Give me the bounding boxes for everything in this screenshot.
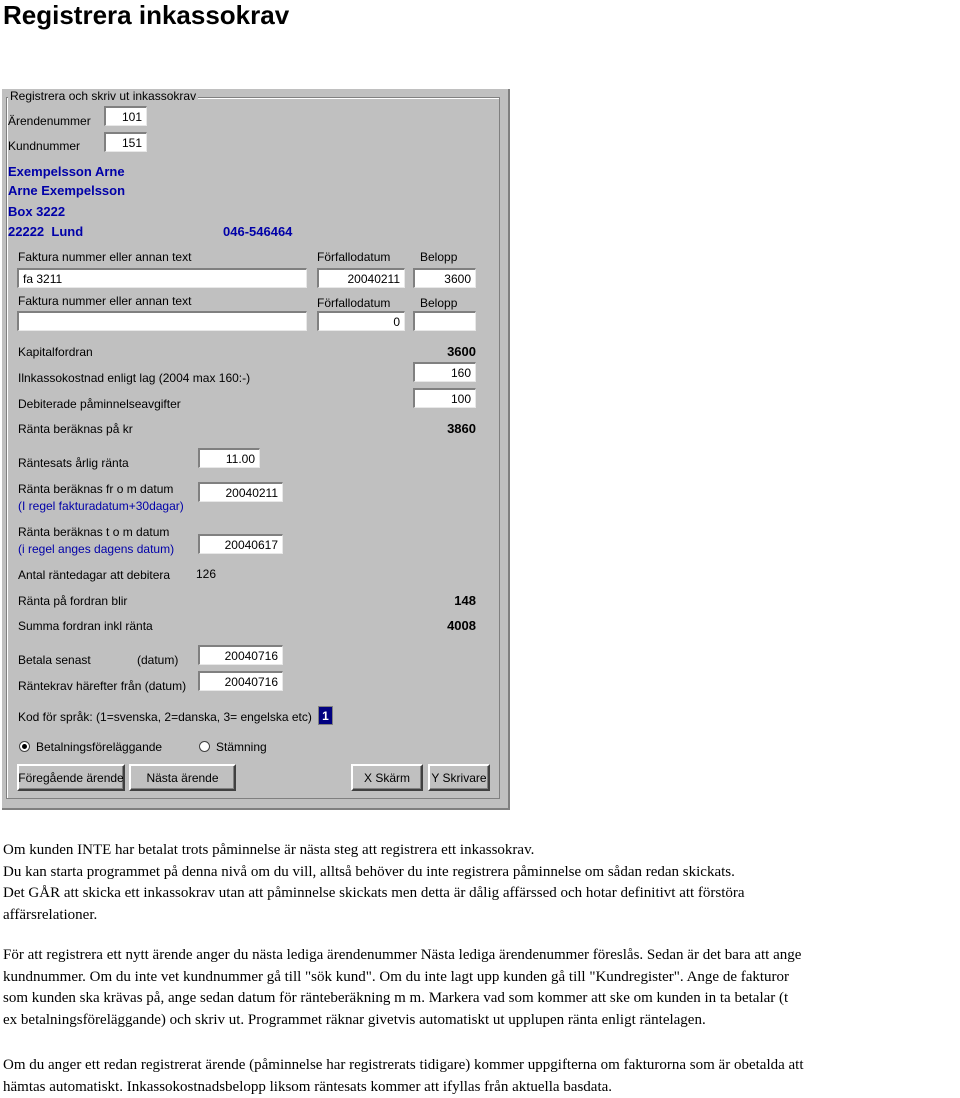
ranta-pa-kr-value: 3860: [447, 421, 476, 436]
ranta-from-note: (I regel fakturadatum+30dagar): [18, 499, 184, 513]
paragraph-line: hämtas automatiskt. Inkassokostnadsbelopp liksom räntesats kommer att ifyllas från aktuella basdata.: [3, 1078, 613, 1095]
screen-button[interactable]: X Skärm: [351, 764, 423, 791]
page-title: Registrera inkassokrav: [3, 0, 290, 30]
arende-label: Ärendenummer: [8, 114, 91, 128]
next-case-button[interactable]: Nästa ärende: [129, 764, 236, 791]
paragraph-line: affärsrelationer.: [3, 906, 98, 923]
amount-label: Belopp: [420, 296, 458, 310]
kapital-label: Kapitalfordran: [18, 345, 93, 359]
due-date-input[interactable]: 0: [317, 311, 405, 331]
rantekrav-label: Räntekrav härefter från (datum): [18, 679, 187, 693]
summa-label: Summa fordran inkl ränta: [18, 619, 153, 633]
existing-case-paragraph: [3, 1055, 959, 1098]
intro-paragraph: [3, 840, 959, 926]
paragraph-line: Om du anger ett redan registrerat ärende (påminnelse har registrerats tidigare) kommer uppgifterna om fakturorna som är obetalda att: [3, 1057, 804, 1073]
antal-value: 126: [196, 567, 217, 581]
betala-label: Betala senast: [18, 653, 91, 667]
summa-value: 4008: [447, 618, 476, 633]
paminnelse-label: Debiterade påminnelseavgifter: [18, 397, 181, 411]
invoice-text-label: Faktura nummer eller annan text: [18, 250, 192, 264]
customer-contact: Arne Exempelsson: [8, 183, 126, 198]
previous-case-button[interactable]: Föregående ärende: [17, 764, 125, 791]
customer-name: Exempelsson Arne: [8, 164, 125, 179]
rantekrav-input[interactable]: 20040716: [198, 671, 283, 691]
inkasso-form-window: [2, 89, 510, 810]
paragraph-line: Du kan starta programmet på denna nivå om du vill, alltså behöver du inte registrera påminnelse om sådan redan skickats.: [3, 863, 735, 880]
ranta-from-label: Ränta beräknas fr o m datum: [18, 482, 174, 496]
printer-button[interactable]: Y Skrivare: [428, 764, 490, 791]
instructions-paragraph: [3, 945, 959, 1031]
betala-input[interactable]: 20040716: [198, 645, 283, 665]
sprak-label: Kod för språk: (1=svenska, 2=danska, 3= engelska etc): [18, 710, 312, 724]
ranta-from-input[interactable]: 20040211: [198, 482, 283, 502]
inkasso-label: Ilnkassokostnad enligt lag (2004 max 160:-): [18, 371, 251, 385]
due-date-label: Förfallodatum: [317, 250, 391, 264]
ranta-pa-kr-label: Ränta beräknas på kr: [18, 422, 133, 436]
due-date-input[interactable]: 20040211: [317, 268, 405, 288]
kapital-value: 3600: [447, 344, 476, 359]
ranta-fordran-value: 148: [454, 593, 476, 608]
paragraph-line: För att registrera ett nytt ärende anger du nästa lediga ärendenummer Nästa lediga ärendenummer föreslås. Sedan är det bara att ange: [3, 947, 802, 963]
paragraph-line: ex betalningsföreläggande) och skriv ut. Programmet räknar givetvis automatiskt ut upplupen ränta enligt räntelagen.: [3, 1011, 706, 1028]
paragraph-line: kundnummer. Om du inte vet kundnummer gå till "sök kund". Om du inte lagt upp kunden gå till "Kundregister". Ange de fakturor: [3, 968, 790, 985]
ranta-tom-label: Ränta beräknas t o m datum: [18, 525, 170, 539]
radio-stamning-label[interactable]: Stämning: [216, 740, 267, 754]
kund-input[interactable]: 151: [104, 132, 147, 152]
customer-address: Box 3222: [8, 204, 66, 219]
radio-betalning-label[interactable]: Betalningsföreläggande: [36, 740, 163, 754]
ranta-tom-input[interactable]: 20040617: [198, 534, 283, 554]
customer-phone: 046-546464: [223, 224, 293, 239]
antal-label: Antal räntedagar att debitera: [18, 568, 171, 582]
rantesats-label: Räntesats årlig ränta: [18, 456, 129, 470]
radio-betalning[interactable]: [19, 741, 30, 752]
paragraph-line: Det GÅR att skicka ett inkassokrav utan att påminnelse skickats men detta är dålig affärssed och hotar definitivt att förstöra: [3, 885, 745, 901]
radio-selected-dot: [22, 744, 27, 749]
invoice-text-input[interactable]: [17, 311, 307, 331]
betala-datum-label: (datum): [137, 653, 179, 667]
amount-input[interactable]: 3600: [413, 268, 476, 288]
amount-label: Belopp: [420, 250, 458, 264]
due-date-label: Förfallodatum: [317, 296, 391, 310]
radio-stamning[interactable]: [199, 741, 210, 752]
sprak-input[interactable]: 1: [318, 706, 333, 725]
amount-input[interactable]: [413, 311, 476, 331]
inkasso-input[interactable]: 160: [413, 362, 476, 382]
paminnelse-input[interactable]: 100: [413, 388, 476, 408]
ranta-tom-note: (i regel anges dagens datum): [18, 542, 175, 556]
customer-city: 22222 Lund: [8, 224, 84, 239]
paragraph-line: som kunden ska krävas på, ange sedan datum för ränteberäkning m m. Markera vad som kommer att ske om kunden in ta betalar (t: [3, 990, 789, 1006]
paragraph-line: Om kunden INTE har betalat trots påminnelse är nästa steg att registrera ett inkassokrav.: [3, 842, 535, 858]
invoice-text-label: Faktura nummer eller annan text: [18, 294, 192, 308]
ranta-fordran-label: Ränta på fordran blir: [18, 594, 128, 608]
group-title: Registrera och skriv ut inkassokrav: [10, 89, 197, 103]
arende-input[interactable]: 101: [104, 106, 147, 126]
rantesats-input[interactable]: 11.00: [198, 448, 260, 468]
invoice-text-input[interactable]: fa 3211: [17, 268, 307, 288]
kund-label: Kundnummer: [8, 139, 81, 153]
